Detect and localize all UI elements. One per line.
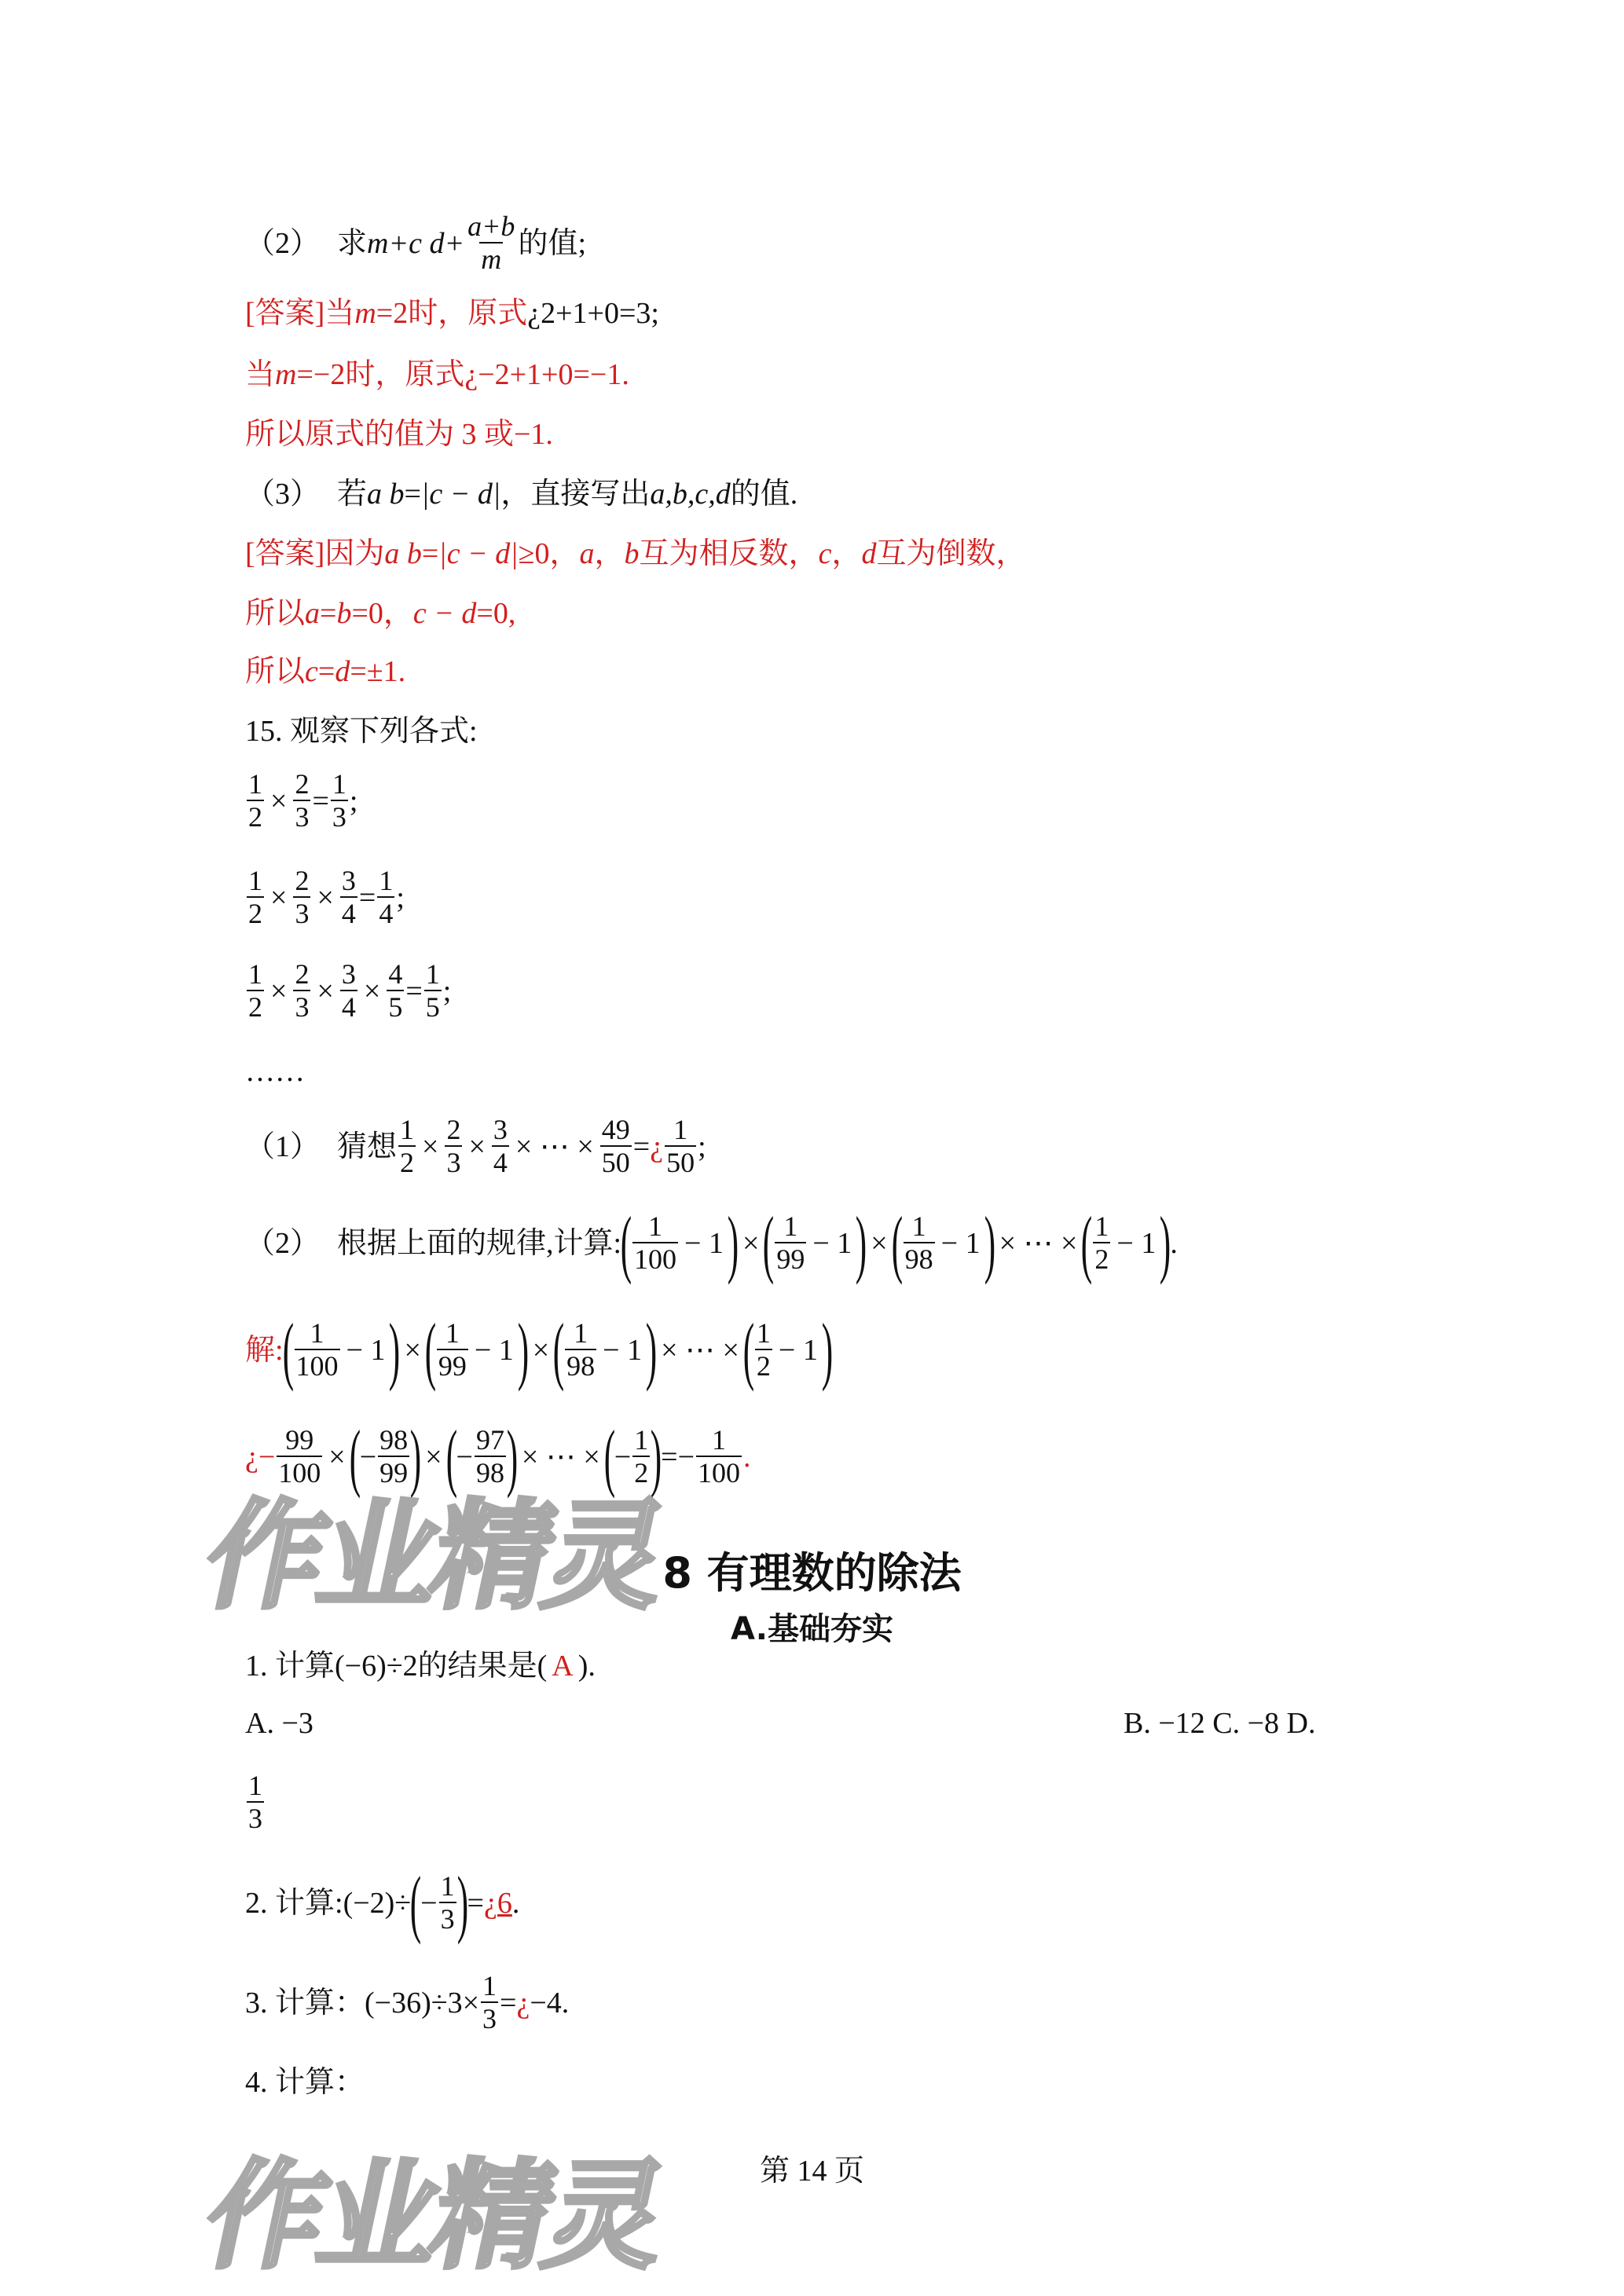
- numerator: 1: [400, 1114, 415, 1145]
- times-sign: ×: [363, 974, 381, 1008]
- numerator: 3: [341, 865, 356, 896]
- numerator: 1: [634, 1424, 649, 1456]
- numerator: 1: [248, 768, 262, 800]
- times-sign: ×: [270, 784, 288, 818]
- numerator: 1: [310, 1317, 324, 1349]
- page-number: 第 14 页: [759, 2155, 864, 2188]
- numerator: 1: [712, 1424, 727, 1456]
- var-d: d: [335, 655, 350, 688]
- q2-line: [245, 1861, 520, 1945]
- equals-sign: =: [358, 881, 376, 914]
- denominator: 5: [425, 991, 440, 1023]
- right-paren: ): [984, 1201, 995, 1285]
- right-paren: ): [1160, 1201, 1171, 1285]
- answer-text: ≥0，: [518, 537, 580, 570]
- minus-sign: −: [359, 1441, 377, 1474]
- denominator: 4: [493, 1146, 508, 1178]
- answer-marker: ¿: [516, 1986, 530, 2020]
- section-subtitle: A.基础夯实: [731, 1611, 893, 1647]
- answer-text: 所以原式的值为 3 或−1.: [245, 418, 553, 451]
- minus-one: − 1: [1116, 1227, 1157, 1261]
- right-paren: ): [517, 1308, 529, 1392]
- left-paren: (: [620, 1201, 632, 1285]
- numerator: 1: [440, 1870, 455, 1902]
- numerator: 1: [379, 865, 394, 896]
- right-paren: ): [821, 1308, 834, 1392]
- q14-answer3-line1: [245, 539, 1025, 569]
- ellipsis-product: × ⋯ ×: [515, 1130, 594, 1163]
- denominator: 3: [440, 1903, 455, 1935]
- var-list: a,b,c,d: [650, 478, 731, 511]
- minus-one: − 1: [603, 1334, 643, 1368]
- right-paren: ): [727, 1201, 739, 1285]
- q4-line: [245, 2067, 365, 2097]
- punctuation: .: [561, 1986, 570, 2020]
- equals-sign: =: [467, 1887, 484, 1921]
- answer-text: 当: [324, 297, 355, 330]
- var-m: m: [275, 358, 297, 391]
- result-fraction: [696, 1426, 742, 1489]
- expression: (−6)÷2: [335, 1650, 418, 1683]
- part-label: （1）: [245, 1130, 321, 1163]
- denominator: 3: [295, 991, 310, 1023]
- numerator: 97: [475, 1424, 504, 1456]
- minus-one: − 1: [812, 1227, 852, 1261]
- prompt-text: =: [404, 478, 421, 511]
- answer-marker: ¿: [483, 1887, 497, 1921]
- answer-text: ，: [594, 537, 625, 570]
- fraction: [632, 1212, 678, 1275]
- minus-one: − 1: [940, 1227, 981, 1261]
- punctuation: ;: [349, 784, 358, 818]
- answer-text: 所以: [245, 597, 306, 630]
- prompt-text: 求: [337, 226, 368, 260]
- left-paren: (: [763, 1201, 775, 1285]
- minus-one: − 1: [346, 1334, 386, 1368]
- numerator: 99: [285, 1424, 314, 1456]
- q14-part2: [245, 212, 586, 275]
- q15-title: [245, 716, 478, 746]
- denominator: 99: [379, 1457, 409, 1489]
- fraction: [492, 1115, 509, 1178]
- times-sign: ×: [425, 1441, 442, 1474]
- answer-value: −4: [530, 1986, 562, 2020]
- denominator: 3: [482, 2002, 497, 2034]
- var-b: b: [336, 597, 352, 630]
- numerator: 98: [379, 1424, 409, 1456]
- ellipsis-product: × ⋯ ×: [661, 1334, 739, 1368]
- q1-option-d-value: [245, 1771, 266, 1834]
- numerator: 1: [1094, 1210, 1109, 1243]
- section-title: 8 有理数的除法: [662, 1548, 962, 1598]
- left-paren: (: [1081, 1201, 1093, 1285]
- q1-line: [245, 1651, 596, 1681]
- answer-text: ，: [831, 537, 862, 570]
- fraction: [904, 1212, 935, 1275]
- expr-ab: a b: [384, 537, 422, 570]
- answer-text: =2时，原式: [376, 297, 528, 330]
- answer-text: =±1.: [350, 655, 406, 688]
- solution-label: 解:: [245, 1334, 284, 1368]
- q14-answer2-line1: [245, 298, 659, 328]
- denominator: 4: [341, 991, 356, 1023]
- denominator: 3: [295, 800, 310, 833]
- numerator: 1: [756, 1317, 771, 1349]
- fraction: [600, 1115, 632, 1178]
- left-paren: (: [603, 1415, 615, 1499]
- times-sign: ×: [317, 974, 334, 1008]
- answer-text: =: [320, 597, 337, 630]
- numerator: 1: [248, 958, 262, 990]
- punctuation: .: [743, 1441, 751, 1474]
- answer-text: 因为: [324, 537, 385, 570]
- denominator: 99: [776, 1243, 805, 1276]
- answer-text: 互为倒数，: [876, 537, 1026, 570]
- prompt-text: 的值.: [730, 478, 798, 511]
- fraction: [247, 1771, 264, 1834]
- q1-option-a: [245, 1708, 313, 1738]
- q15-eq3: [245, 960, 451, 1023]
- minus-one: − 1: [474, 1334, 514, 1368]
- fraction: [293, 866, 310, 929]
- equals-sign: =: [500, 1986, 517, 2020]
- denominator: 50: [601, 1146, 630, 1178]
- minus-one: − 1: [684, 1227, 724, 1261]
- equals-minus: =−: [661, 1441, 695, 1474]
- expr-text: +c d+: [388, 226, 465, 260]
- q15-part1: [245, 1115, 706, 1178]
- denominator: 99: [438, 1350, 467, 1382]
- numerator: 3: [341, 958, 356, 990]
- denominator: 98: [566, 1350, 596, 1382]
- punctuation: ;: [442, 974, 452, 1008]
- fraction: [437, 1319, 468, 1382]
- var-c: c: [305, 655, 318, 688]
- numerator: 1: [248, 1770, 262, 1801]
- fraction: [331, 770, 348, 833]
- answer-text: 所以: [245, 655, 306, 688]
- answer-text: 互为相反数，: [639, 537, 819, 570]
- answer-tag: [答案]: [245, 537, 325, 570]
- answer-text: 当: [245, 358, 276, 391]
- part-label: （2）: [245, 226, 321, 260]
- denominator: m: [481, 243, 502, 275]
- equals-sign: =: [405, 974, 423, 1008]
- answer-expr: ¿2+1+0=3;: [527, 297, 659, 330]
- fraction: [247, 960, 264, 1023]
- fraction: [293, 770, 310, 833]
- numerator: a+b: [467, 211, 515, 242]
- abs-expr: |c − d|: [438, 537, 519, 570]
- right-paren: ): [456, 1861, 468, 1945]
- times-sign: ×: [871, 1227, 888, 1261]
- numerator: 1: [482, 1970, 497, 2001]
- denominator: 98: [475, 1457, 504, 1489]
- denominator: 2: [400, 1146, 415, 1178]
- q14-answer3-line3: [245, 657, 405, 687]
- minus-sign: −: [456, 1441, 473, 1474]
- ellipsis-product: × ⋯ ×: [999, 1227, 1078, 1261]
- question-text: 的结果是(: [417, 1650, 548, 1683]
- equals-sign: =: [312, 784, 329, 818]
- var-a: a: [305, 597, 321, 630]
- q14-answer2-line3: [245, 419, 553, 449]
- prompt-text: ，直接写出: [500, 478, 651, 511]
- denominator: 2: [248, 897, 262, 929]
- numerator: 3: [493, 1114, 508, 1145]
- left-paren: (: [349, 1415, 361, 1499]
- options-bcd: B. −12 C. −8 D.: [1124, 1707, 1316, 1740]
- numerator: 1: [783, 1210, 798, 1243]
- denominator: 2: [248, 800, 262, 833]
- left-paren: (: [282, 1308, 294, 1392]
- numerator: 1: [248, 865, 262, 896]
- denominator: 4: [341, 897, 356, 929]
- q15-solution-line1: [245, 1308, 834, 1392]
- denominator: 100: [278, 1457, 321, 1489]
- denominator: 3: [446, 1146, 461, 1178]
- denominator: 2: [1094, 1243, 1109, 1276]
- question-text: 3. 计算：: [245, 1986, 365, 2020]
- minus-sign: −: [614, 1441, 632, 1474]
- minus-one: − 1: [778, 1334, 818, 1368]
- punctuation: .: [511, 1887, 520, 1921]
- right-paren: ): [409, 1415, 422, 1499]
- var-m: m: [367, 226, 389, 260]
- answer-choice: A: [552, 1650, 574, 1683]
- left-paren: (: [552, 1308, 565, 1392]
- fraction: [445, 1115, 462, 1178]
- q14-answer3-line2: [245, 599, 515, 628]
- right-paren: ): [650, 1415, 662, 1499]
- answer-text: =: [421, 537, 439, 570]
- denominator: 2: [248, 991, 262, 1023]
- equals-sign: =: [632, 1130, 651, 1163]
- var-m: m: [354, 297, 376, 330]
- answer-value: 6: [497, 1887, 512, 1921]
- fraction: [439, 1872, 456, 1935]
- numerator: 1: [445, 1317, 460, 1349]
- question-text: 2. 计算:: [245, 1887, 343, 1921]
- fraction: [755, 1319, 772, 1382]
- prompt-text: 的值;: [518, 226, 586, 260]
- times-sign: ×: [317, 881, 334, 914]
- fraction: [775, 1212, 806, 1275]
- q14-answer2-line2: [245, 360, 629, 390]
- denominator: 3: [295, 897, 310, 929]
- fraction: [481, 1972, 498, 2034]
- left-paren: (: [742, 1308, 755, 1392]
- right-paren: ): [645, 1308, 658, 1392]
- numerator: 2: [295, 958, 310, 990]
- answer-text: =0，: [351, 597, 413, 630]
- denominator: 98: [904, 1243, 933, 1276]
- denominator: 100: [698, 1457, 741, 1489]
- denominator: 5: [388, 991, 403, 1023]
- answer-marker: ¿: [650, 1130, 664, 1163]
- times-sign: ×: [532, 1334, 550, 1368]
- fraction: [247, 866, 264, 929]
- fraction: [377, 866, 394, 929]
- times-sign: ×: [404, 1334, 421, 1368]
- question-text: 1. 计算: [245, 1650, 335, 1683]
- denominator: 100: [634, 1243, 677, 1276]
- abs-expr: |c − d|: [420, 478, 501, 511]
- numerator: 49: [601, 1114, 630, 1145]
- times-sign: ×: [270, 881, 288, 914]
- times-sign: ×: [422, 1130, 439, 1163]
- prompt-text: 根据上面的规律,计算:: [337, 1227, 622, 1261]
- fraction: [424, 960, 442, 1023]
- denominator: 2: [756, 1350, 771, 1382]
- part-label: （2）: [245, 1227, 321, 1261]
- numerator: 1: [425, 958, 440, 990]
- minus-sign: −: [420, 1887, 438, 1921]
- answer-text: =0,: [476, 597, 516, 630]
- answer-text: =−2时，原式¿−2+1+0=−1.: [296, 358, 629, 391]
- question-text: ).: [577, 1650, 596, 1683]
- fraction: [340, 960, 357, 1023]
- numerator: 4: [388, 958, 403, 990]
- question-text: 4. 计算：: [245, 2066, 365, 2099]
- right-paren: ): [856, 1201, 867, 1285]
- part-label: （3）: [245, 478, 321, 511]
- left-paren: (: [409, 1861, 422, 1945]
- var-a: a: [579, 537, 595, 570]
- option-a: A. −3: [245, 1707, 313, 1740]
- times-sign: ×: [270, 974, 288, 1008]
- numerator: 2: [295, 768, 310, 800]
- fraction: [398, 1115, 416, 1178]
- numerator: 1: [332, 768, 346, 800]
- denominator: 100: [295, 1350, 339, 1382]
- expression: (−2)÷: [343, 1887, 412, 1921]
- q14-part3: [245, 479, 797, 509]
- denominator: 50: [666, 1146, 695, 1178]
- q1-options-rest: [1124, 1708, 1316, 1738]
- question-title: 15. 观察下列各式:: [245, 715, 478, 748]
- fraction: [247, 770, 264, 833]
- left-paren: (: [424, 1308, 437, 1392]
- watermark-logo: 作业精灵: [193, 1489, 676, 1625]
- fraction: [466, 212, 516, 275]
- punctuation: ;: [396, 881, 405, 914]
- times-sign: ×: [742, 1227, 760, 1261]
- right-paren: ): [506, 1415, 519, 1499]
- denominator: 3: [332, 800, 346, 833]
- q15-eq1: [245, 770, 357, 833]
- numerator: 1: [574, 1317, 588, 1349]
- punctuation: .: [1170, 1227, 1178, 1261]
- fraction: [387, 960, 404, 1023]
- denominator: 3: [248, 1802, 262, 1834]
- answer-tag: [答案]: [245, 297, 325, 330]
- prompt-text: 若: [337, 478, 368, 511]
- q15-part2: [245, 1201, 1178, 1285]
- fraction: [1093, 1212, 1110, 1275]
- left-paren: (: [445, 1415, 457, 1499]
- q15-eq2: [245, 866, 405, 929]
- numerator: 1: [911, 1210, 926, 1243]
- ellipsis: ……: [245, 1055, 305, 1088]
- q15-dots: [245, 1056, 305, 1086]
- denominator: 2: [634, 1457, 649, 1489]
- numerator: 1: [648, 1210, 663, 1243]
- fraction: [340, 866, 357, 929]
- fraction: [293, 960, 310, 1023]
- fraction: [295, 1319, 340, 1382]
- right-paren: ): [389, 1308, 401, 1392]
- times-sign: ×: [468, 1130, 486, 1163]
- answer-marker: ¿−: [245, 1441, 276, 1474]
- punctuation: ;: [698, 1130, 706, 1163]
- fraction: [565, 1319, 596, 1382]
- expression: (−36)÷3×: [365, 1986, 480, 2020]
- var-d: d: [861, 537, 877, 570]
- answer-text: =: [317, 655, 335, 688]
- denominator: 4: [379, 897, 394, 929]
- numerator: 1: [673, 1114, 688, 1145]
- expr-cd: c − d: [412, 597, 477, 630]
- expr-ab: a b: [367, 478, 405, 511]
- var-b: b: [624, 537, 640, 570]
- numerator: 2: [446, 1114, 461, 1145]
- var-c: c: [818, 537, 832, 570]
- ellipsis-product: × ⋯ ×: [521, 1441, 600, 1474]
- watermark-logo: 作业精灵: [193, 2148, 676, 2285]
- numerator: 2: [295, 865, 310, 896]
- prompt-text: 猜想: [337, 1130, 398, 1163]
- q3-line: [245, 1972, 569, 2034]
- answer-fraction: [665, 1115, 696, 1178]
- times-sign: ×: [328, 1441, 346, 1474]
- left-paren: (: [891, 1201, 903, 1285]
